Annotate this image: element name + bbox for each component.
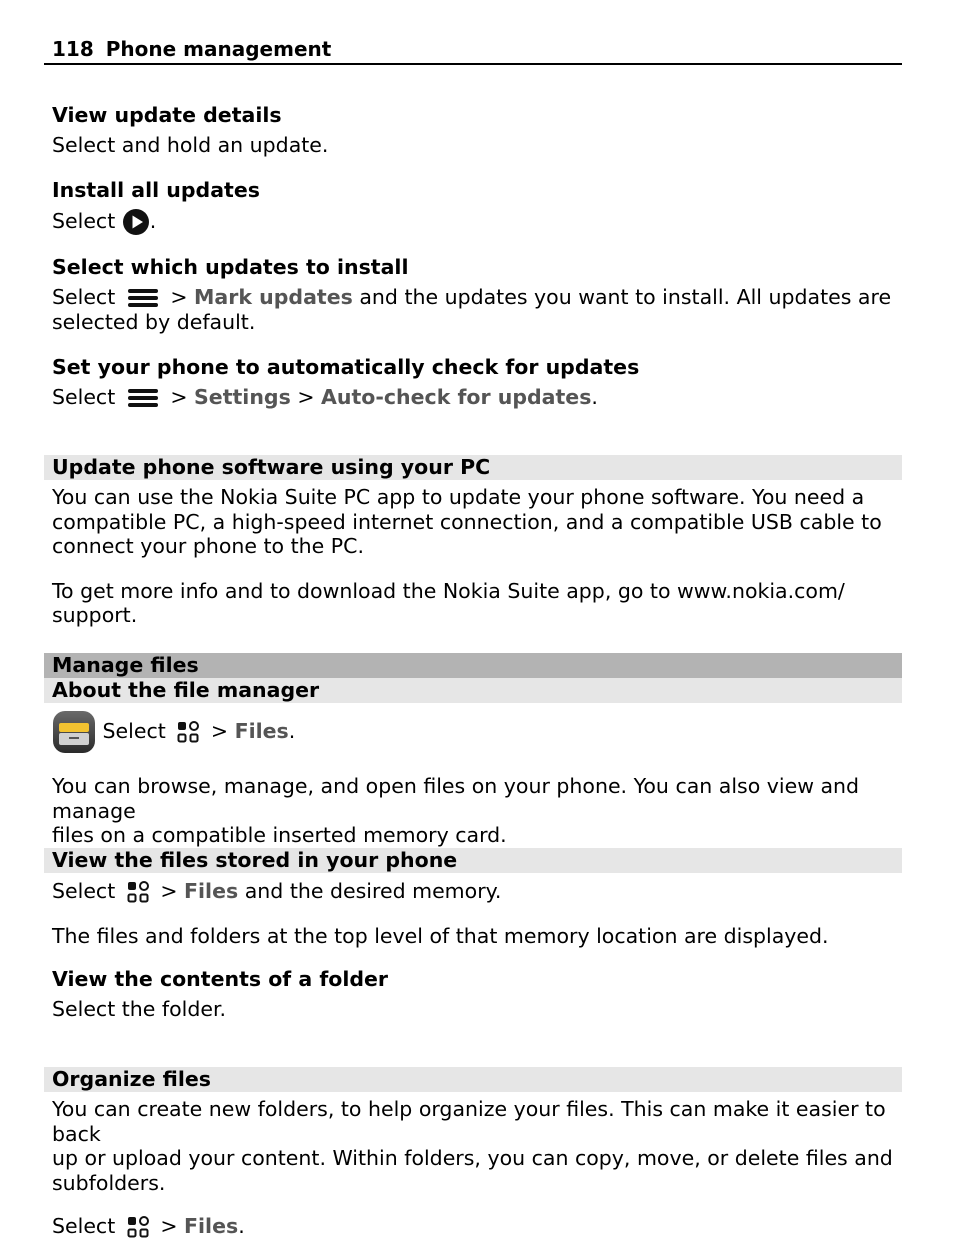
body-auto-check	[52, 385, 902, 410]
menu-item-mark-updates: Mark updates	[194, 285, 353, 309]
period: .	[288, 719, 296, 743]
gt-separator: >	[170, 285, 188, 309]
body-view-update-details: Select and hold an update.	[52, 133, 329, 157]
menu-icon	[126, 287, 160, 309]
apps-icon	[126, 880, 150, 904]
view-files-body	[52, 879, 902, 949]
heading-select-updates: Select which updates to install	[52, 255, 409, 279]
gt-separator: >	[297, 385, 315, 409]
file-manager-select-row	[52, 710, 902, 756]
pc-para2-line1: To get more info and to download the Nokia Suite app, go to www.nokia.com/	[52, 578, 845, 603]
body-folder-contents: Select the folder.	[52, 997, 227, 1021]
view-files-rest: and the desired memory.	[244, 879, 502, 903]
menu-item-auto-check: Auto-check for updates	[321, 385, 592, 409]
section-band-pc-update: Update phone software using your PC	[44, 455, 902, 480]
section-band-view-files: View the files stored in your phone	[44, 848, 902, 873]
organize-body	[52, 1097, 902, 1239]
menu-icon	[126, 387, 160, 409]
pc-para1-line1: You can use the Nokia Suite PC app to update your phone software. You need a	[52, 485, 865, 509]
body-select-updates	[52, 285, 902, 334]
organize-select-row	[52, 1214, 902, 1239]
section-band-about-file-manager: About the file manager	[44, 678, 902, 703]
body-line2: selected by default.	[52, 309, 256, 334]
install-all-updates	[52, 178, 902, 236]
select-text: Select	[52, 285, 116, 309]
organize-para-line1: You can create new folders, to help organize your files. This can make it easier to back	[52, 1097, 886, 1146]
organize-para-line2: up or upload your content. Within folders, you can copy, move, or delete files and	[52, 1146, 893, 1170]
select-text: Select	[52, 209, 116, 233]
body-install-all-updates	[52, 208, 902, 236]
page-number: 118	[52, 37, 94, 61]
files-item: Files	[234, 719, 289, 743]
page-title: Phone management	[105, 37, 332, 61]
view-files-select-row	[52, 879, 902, 904]
section-band-manage-files: Manage files	[44, 653, 902, 678]
select-text: Select	[52, 1214, 116, 1238]
gt-separator: >	[210, 719, 229, 743]
select-text: Select	[102, 719, 166, 743]
select-text: Select	[52, 385, 116, 409]
file-manager-app-icon	[52, 710, 96, 754]
heading-folder-contents: View the contents of a folder	[52, 967, 389, 991]
fm-para-line1: You can browse, manage, and open files on your phone. You can also view and manage	[52, 774, 860, 823]
select-updates	[52, 255, 902, 334]
apps-icon	[126, 1215, 150, 1239]
pc-para1-line2: compatible PC, a high-speed internet connection, and a compatible USB cable to	[52, 509, 882, 534]
period: .	[149, 209, 157, 233]
fm-para-line2: files on a compatible inserted memory card.	[52, 823, 507, 847]
menu-item-settings: Settings	[194, 385, 291, 409]
period: .	[591, 385, 598, 409]
view-files-para: The files and folders at the top level of that memory location are displayed.	[52, 924, 829, 948]
gt-separator: >	[170, 385, 188, 409]
files-item: Files	[184, 879, 239, 903]
folder-contents	[52, 967, 902, 1022]
section-band-organize-files: Organize files	[44, 1067, 902, 1092]
gt-separator: >	[160, 1214, 178, 1238]
apps-icon	[176, 720, 200, 744]
heading-auto-check: Set your phone to automatically check for updates	[52, 355, 640, 379]
auto-check	[52, 355, 902, 410]
body-rest: and the updates you want to install. All updates are	[359, 285, 892, 309]
files-item: Files	[184, 1214, 239, 1238]
period: .	[238, 1214, 245, 1238]
page-header	[44, 36, 902, 65]
pc-update-body	[52, 485, 902, 628]
heading-view-update-details: View update details	[52, 103, 282, 127]
file-manager-para	[52, 774, 902, 848]
select-text: Select	[52, 879, 116, 903]
pc-para2-line2: support.	[52, 603, 138, 627]
play-icon	[122, 208, 150, 236]
pc-para1-line3: connect your phone to the PC.	[52, 534, 364, 558]
organize-para-line3: subfolders.	[52, 1170, 166, 1195]
view-update-details	[52, 103, 902, 158]
heading-install-all-updates: Install all updates	[52, 178, 260, 202]
gt-separator: >	[160, 879, 178, 903]
